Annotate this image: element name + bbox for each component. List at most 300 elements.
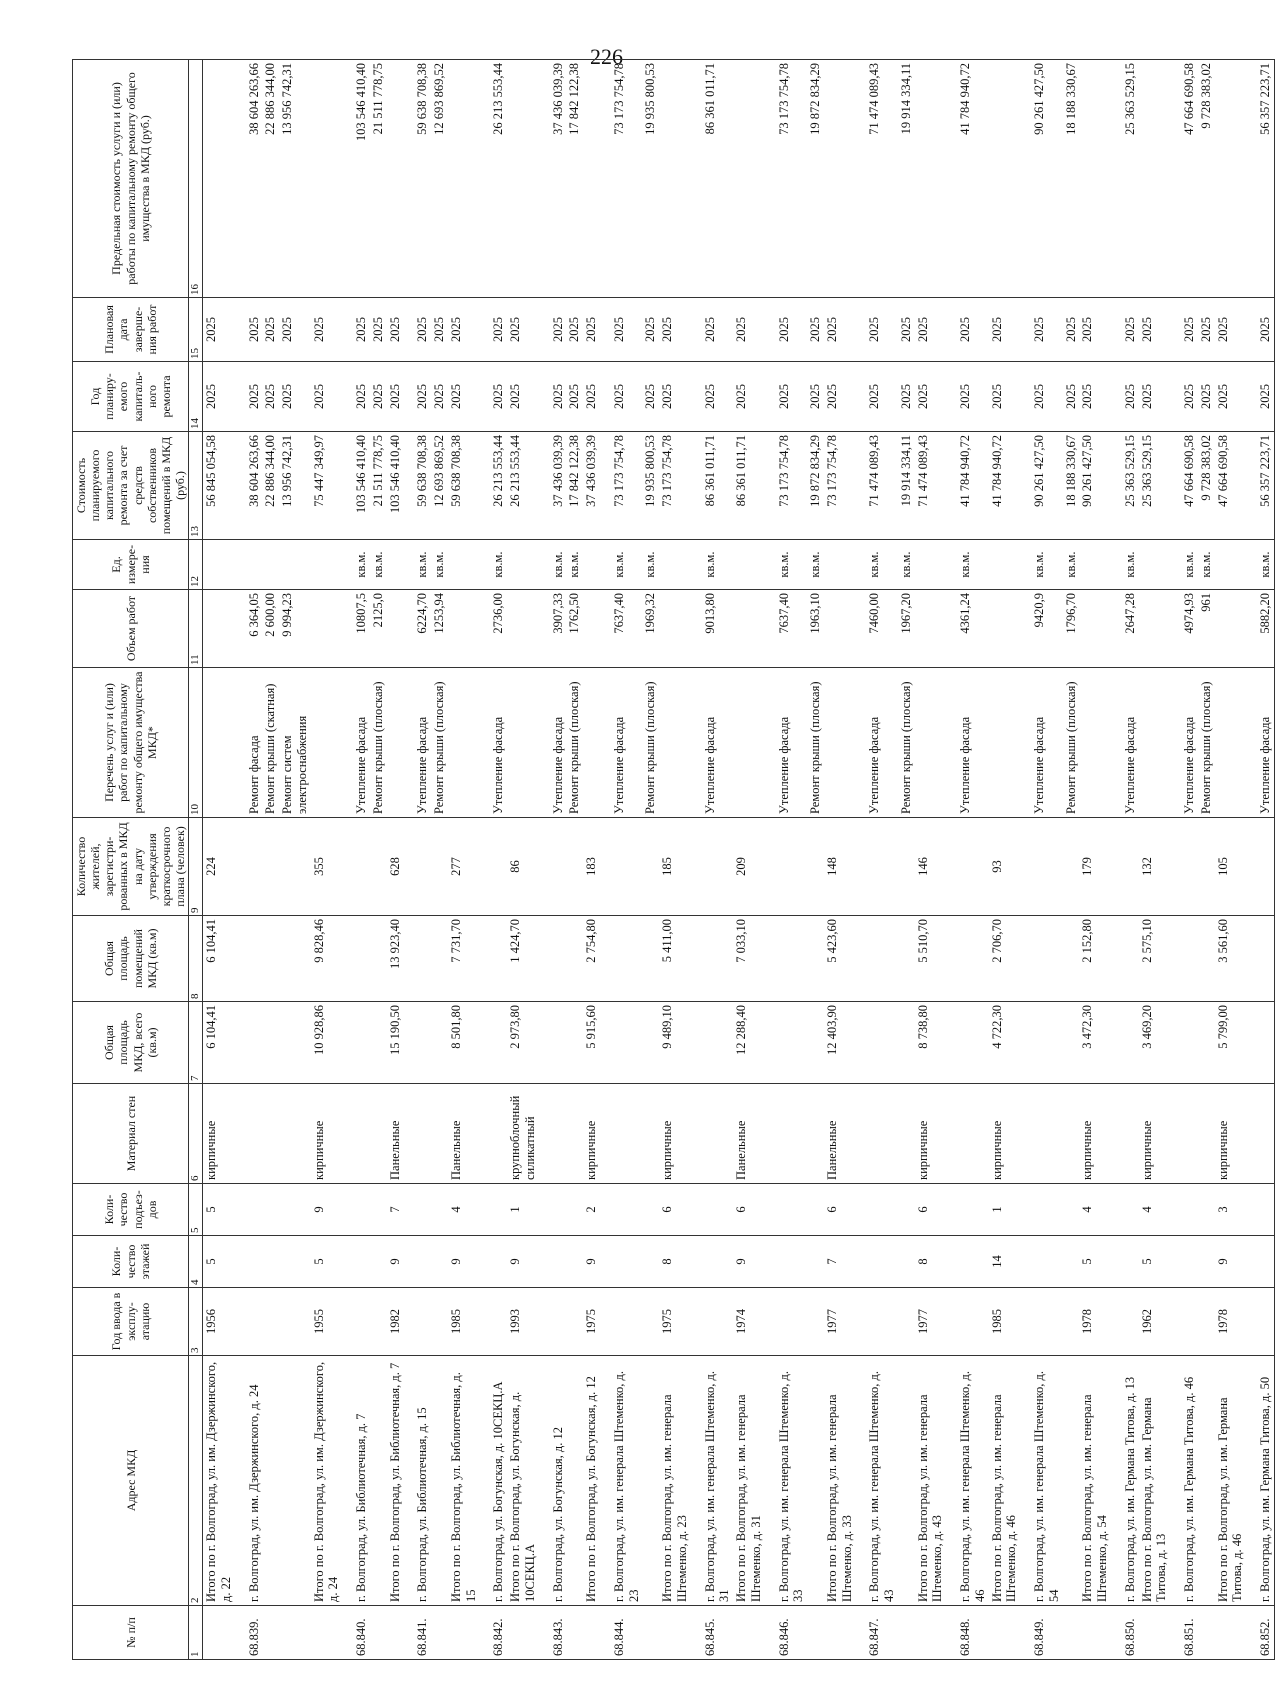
table-cell-col16: [387, 60, 415, 298]
table-cell-col5: [807, 1184, 824, 1236]
column-number-3: 3: [189, 1288, 203, 1356]
table-cell-col7: [1122, 1002, 1139, 1084]
table-cell-col3: 1978: [1215, 1288, 1258, 1356]
table-cell-col12: [1079, 540, 1122, 590]
table-cell-col9: [1031, 818, 1063, 916]
table-cell-col13: 13 956 742,31: [279, 432, 311, 540]
table-cell-col3: 1985: [448, 1288, 491, 1356]
table-cell-col16: 25 363 529,15: [1122, 60, 1139, 298]
table-cell-col5: 3: [1215, 1184, 1258, 1236]
table-cell-col11: 2 600,00: [262, 590, 279, 668]
table-cell-col10: Ремонт систем электроснабжения: [279, 668, 311, 818]
table-cell-col13: 71 474 089,43: [866, 432, 898, 540]
table-cell-col7: 3 469,20: [1139, 1002, 1182, 1084]
table-cell-col5: 4: [448, 1184, 491, 1236]
table-cell-col7: 5 915,60: [583, 1002, 611, 1084]
table-cell-col7: 9 489,10: [659, 1002, 702, 1084]
table-cell-col1: [1079, 1606, 1122, 1660]
table-cell-col5: [370, 1184, 387, 1236]
table-cell-col1: [824, 1606, 867, 1660]
table-cell-col3: [1181, 1288, 1198, 1356]
table-cell-col7: [262, 1002, 279, 1084]
table-cell-col10: Ремонт фасада: [246, 668, 263, 818]
table-cell-col11: 1796,70: [1063, 590, 1080, 668]
table-cell-col1: [1198, 1606, 1215, 1660]
table-cell-col16: 19 872 834,29: [807, 60, 824, 298]
table-cell-col1: [1139, 1606, 1182, 1660]
table-cell-col9: [642, 818, 659, 916]
table-cell-col8: 7 731,70: [448, 916, 491, 1002]
table-cell-col1: [915, 1606, 958, 1660]
table-cell-col3: 1956: [203, 1288, 246, 1356]
table-cell-col12: кв.м.: [1031, 540, 1063, 590]
table-cell-col15: 2025: [611, 298, 643, 362]
table-cell-col4: [702, 1236, 734, 1288]
table-cell-col4: [1063, 1236, 1080, 1288]
table-cell-col5: [279, 1184, 311, 1236]
table-cell-col11: 3907,33: [550, 590, 567, 668]
table-cell-col11: 10807,5: [353, 590, 370, 668]
table-cell-col15: 2025: [279, 298, 311, 362]
table-cell-col6: [1031, 1084, 1063, 1184]
table-cell-col14: 2025: [1079, 362, 1122, 432]
table-cell-col9: 355: [311, 818, 354, 916]
table-cell-col10: Утепление фасада: [957, 668, 989, 818]
table-cell-col14: 2025: [279, 362, 311, 432]
table-cell-col1: 68.842.: [490, 1606, 507, 1660]
table-row: [915, 60, 958, 1660]
table-cell-col10: Ремонт крыши (плоская): [898, 668, 915, 818]
table-cell-col4: 9: [733, 1236, 776, 1288]
table-cell-col12: кв.м.: [1198, 540, 1215, 590]
table-cell-col13: 19 872 834,29: [807, 432, 824, 540]
table-cell-col9: [898, 818, 915, 916]
column-header-14: Год планиру-емого капиталь-ного ремонта: [73, 362, 189, 432]
table-cell-col1: 68.844.: [611, 1606, 643, 1660]
table-cell-col12: кв.м.: [611, 540, 643, 590]
table-cell-col3: [866, 1288, 898, 1356]
table-cell-col2: Итого по г. Волгоград, ул. им. Германа Титова, д. 46: [1215, 1356, 1258, 1606]
table-cell-col9: [807, 818, 824, 916]
table-cell-col5: [898, 1184, 915, 1236]
table-cell-col8: [866, 916, 898, 1002]
table-cell-col14: 2025: [1198, 362, 1215, 432]
table-row: [1063, 60, 1080, 1660]
table-cell-col6: кирпичные: [203, 1084, 246, 1184]
table-cell-col13: 71 474 089,43: [915, 432, 958, 540]
table-cell-col10: Утепление фасада: [866, 668, 898, 818]
table-cell-col3: 1993: [507, 1288, 550, 1356]
column-header-2: Адрес МКД: [73, 1356, 189, 1606]
table-cell-col2: [431, 1356, 448, 1606]
column-number-16: 16: [189, 60, 203, 298]
table-cell-col2: Итого по г. Волгоград, ул. им. Германа Титова, д. 13: [1139, 1356, 1182, 1606]
table-cell-col8: 5 423,60: [824, 916, 867, 1002]
table-cell-col14: 2025: [1063, 362, 1080, 432]
table-cell-col9: [611, 818, 643, 916]
table-cell-col14: 2025: [957, 362, 989, 432]
table-cell-col5: [246, 1184, 263, 1236]
table-cell-col1: 68.848.: [957, 1606, 989, 1660]
column-number-10: 10: [189, 668, 203, 818]
table-cell-col4: [898, 1236, 915, 1288]
table-cell-col7: 6 104,41: [203, 1002, 246, 1084]
table-cell-col13: 47 664 690,58: [1181, 432, 1198, 540]
table-cell-col16: 47 664 690,58: [1181, 60, 1198, 298]
table-cell-col6: [431, 1084, 448, 1184]
table-cell-col1: [311, 1606, 354, 1660]
table-cell-col14: 2025: [566, 362, 583, 432]
table-cell-col11: 7637,40: [776, 590, 808, 668]
table-cell-col10: [311, 668, 354, 818]
table-cell-col16: [1215, 60, 1258, 298]
table-cell-col8: [353, 916, 370, 1002]
column-number-4: 4: [189, 1236, 203, 1288]
table-cell-col9: [431, 818, 448, 916]
table-cell-col14: 2025: [733, 362, 776, 432]
table-cell-col16: [824, 60, 867, 298]
table-cell-col13: 21 511 778,75: [370, 432, 387, 540]
table-cell-col2: г. Волгоград, ул. Богунская, д. 12: [550, 1356, 567, 1606]
table-cell-col8: [1198, 916, 1215, 1002]
table-cell-col1: 68.847.: [866, 1606, 898, 1660]
table-cell-col7: [1181, 1002, 1198, 1084]
table-cell-col6: [279, 1084, 311, 1184]
table-cell-col9: [550, 818, 567, 916]
table-cell-col12: кв.м.: [566, 540, 583, 590]
table-cell-col7: 3 472,30: [1079, 1002, 1122, 1084]
table-cell-col10: Утепление фасада: [1181, 668, 1198, 818]
table-cell-col13: 90 261 427,50: [1079, 432, 1122, 540]
table-cell-col3: [957, 1288, 989, 1356]
table-cell-col3: [566, 1288, 583, 1356]
table-cell-col6: [566, 1084, 583, 1184]
table-cell-col4: 5: [203, 1236, 246, 1288]
table-row: [507, 60, 550, 1660]
table-row: [1215, 60, 1258, 1660]
table-cell-col9: 628: [387, 818, 415, 916]
table-cell-col9: 277: [448, 818, 491, 916]
column-header-12: Ед. измере-ния: [73, 540, 189, 590]
table-cell-col6: Панельные: [448, 1084, 491, 1184]
table-cell-col8: 7 033,10: [733, 916, 776, 1002]
table-cell-col11: [387, 590, 415, 668]
table-cell-col6: [550, 1084, 567, 1184]
table-cell-col15: 2025: [1257, 298, 1274, 362]
table-cell-col13: 73 173 754,78: [659, 432, 702, 540]
table-row: [490, 60, 507, 1660]
table-cell-col4: [642, 1236, 659, 1288]
table-cell-col15: 2025: [353, 298, 370, 362]
table-cell-col5: [431, 1184, 448, 1236]
table-cell-col13: 75 447 349,97: [311, 432, 354, 540]
table-cell-col6: [1063, 1084, 1080, 1184]
table-cell-col6: [898, 1084, 915, 1184]
table-cell-col10: Утепление фасада: [1031, 668, 1063, 818]
table-cell-col8: [262, 916, 279, 1002]
table-cell-col8: 2 152,80: [1079, 916, 1122, 1002]
table-cell-col9: [702, 818, 734, 916]
table-cell-col1: 68.846.: [776, 1606, 808, 1660]
table-cell-col8: [490, 916, 507, 1002]
table-cell-col12: [733, 540, 776, 590]
table-cell-col8: [1031, 916, 1063, 1002]
table-cell-col7: 8 738,80: [915, 1002, 958, 1084]
table-cell-col11: 2736,00: [490, 590, 507, 668]
table-cell-col14: 2025: [353, 362, 370, 432]
table-cell-col2: г. Волгоград, ул. им. генерала Штеменко, д. 31: [702, 1356, 734, 1606]
table-cell-col11: [824, 590, 867, 668]
table-cell-col7: [1257, 1002, 1274, 1084]
table-cell-col15: 2025: [490, 298, 507, 362]
table-cell-col13: 18 188 330,67: [1063, 432, 1080, 540]
table-row: [824, 60, 867, 1660]
table-row: [566, 60, 583, 1660]
table-cell-col10: [915, 668, 958, 818]
table-cell-col4: [1181, 1236, 1198, 1288]
table-cell-col8: [431, 916, 448, 1002]
table-cell-col9: [279, 818, 311, 916]
table-cell-col10: [448, 668, 491, 818]
table-cell-col11: 9013,80: [702, 590, 734, 668]
table-cell-col12: [279, 540, 311, 590]
table-cell-col16: 26 213 553,44: [490, 60, 507, 298]
table-cell-col10: [1139, 668, 1182, 818]
column-header-6: Материал стен: [73, 1084, 189, 1184]
column-number-5: 5: [189, 1184, 203, 1236]
table-cell-col8: 2 706,70: [989, 916, 1032, 1002]
table-cell-col15: 2025: [414, 298, 431, 362]
table-cell-col16: [1139, 60, 1182, 298]
table-cell-col13: 38 604 263,66: [246, 432, 263, 540]
table-cell-col16: [311, 60, 354, 298]
table-cell-col4: [611, 1236, 643, 1288]
table-cell-col1: 68.840.: [353, 1606, 370, 1660]
table-cell-col4: [550, 1236, 567, 1288]
table-cell-col3: [353, 1288, 370, 1356]
table-cell-col13: 19 914 334,11: [898, 432, 915, 540]
table-cell-col12: кв.м.: [431, 540, 448, 590]
table-cell-col15: 2025: [1139, 298, 1182, 362]
table-cell-col11: 2647,28: [1122, 590, 1139, 668]
table-cell-col12: [203, 540, 246, 590]
table-cell-col2: Итого по г. Волгоград, ул. Библиотечная, д. 15: [448, 1356, 491, 1606]
table-cell-col1: [733, 1606, 776, 1660]
table-cell-col15: 2025: [824, 298, 867, 362]
table-cell-col14: 2025: [262, 362, 279, 432]
table-cell-col12: [583, 540, 611, 590]
table-cell-col2: г. Волгоград, ул. им. Германа Титова, д. 50: [1257, 1356, 1274, 1606]
table-cell-col9: [1063, 818, 1080, 916]
table-cell-col11: 7460,00: [866, 590, 898, 668]
table-cell-col10: [733, 668, 776, 818]
table-cell-col13: 25 363 529,15: [1122, 432, 1139, 540]
table-cell-col9: 132: [1139, 818, 1182, 916]
table-row: [1079, 60, 1122, 1660]
table-cell-col9: 148: [824, 818, 867, 916]
table-cell-col12: кв.м.: [1122, 540, 1139, 590]
table-cell-col15: 2025: [507, 298, 550, 362]
table-cell-col1: [1215, 1606, 1258, 1660]
table-cell-col15: 2025: [1079, 298, 1122, 362]
table-row: [311, 60, 354, 1660]
table-cell-col2: [898, 1356, 915, 1606]
table-cell-col1: 68.849.: [1031, 1606, 1063, 1660]
table-cell-col2: [807, 1356, 824, 1606]
table-cell-col11: 9420,9: [1031, 590, 1063, 668]
table-cell-col12: кв.м.: [490, 540, 507, 590]
table-cell-col16: [1079, 60, 1122, 298]
table-cell-col1: [370, 1606, 387, 1660]
table-cell-col11: 1967,20: [898, 590, 915, 668]
table-cell-col7: 12 288,40: [733, 1002, 776, 1084]
column-header-9: Количество жителей, зарегистри-рованных в МКД на дату утверждения краткосрочного плана (человек): [73, 818, 189, 916]
table-cell-col6: Панельные: [733, 1084, 776, 1184]
table-cell-col12: [262, 540, 279, 590]
table-cell-col16: 73 173 754,78: [611, 60, 643, 298]
table-row: [583, 60, 611, 1660]
table-cell-col14: 2025: [246, 362, 263, 432]
table-cell-col6: кирпичные: [1079, 1084, 1122, 1184]
table-cell-col4: 5: [1139, 1236, 1182, 1288]
table-cell-col9: 179: [1079, 818, 1122, 916]
column-header-13: Стоимость планируемого капитального ремонта за счет средств собственников помещений в МКД (руб.): [73, 432, 189, 540]
table-cell-col2: г. Волгоград, ул. Богунская, д. 10СЕКЦ.А: [490, 1356, 507, 1606]
table-cell-col8: [1122, 916, 1139, 1002]
table-row: [642, 60, 659, 1660]
table-cell-col6: [866, 1084, 898, 1184]
table-cell-col12: [387, 540, 415, 590]
table-cell-col2: г. Волгоград, ул. им. генерала Штеменко, д. 23: [611, 1356, 643, 1606]
table-cell-col15: 2025: [1063, 298, 1080, 362]
table-cell-col6: [807, 1084, 824, 1184]
table-cell-col15: 2025: [262, 298, 279, 362]
table-cell-col3: [490, 1288, 507, 1356]
table-cell-col2: г. Волгоград, ул. им. генерала Штеменко, д. 43: [866, 1356, 898, 1606]
column-header-15: Плановая дата заверше-ния работ: [73, 298, 189, 362]
table-cell-col10: Ремонт крыши (плоская): [1198, 668, 1215, 818]
table-cell-col15: 2025: [550, 298, 567, 362]
table-cell-col8: [370, 916, 387, 1002]
table-cell-col16: 86 361 011,71: [702, 60, 734, 298]
table-cell-col7: 4 722,30: [989, 1002, 1032, 1084]
table-cell-col10: [824, 668, 867, 818]
table-cell-col1: 68.850.: [1122, 1606, 1139, 1660]
table-cell-col15: 2025: [898, 298, 915, 362]
table-cell-col13: 47 664 690,58: [1215, 432, 1258, 540]
table-cell-col1: 68.843.: [550, 1606, 567, 1660]
table-cell-col8: 5 510,70: [915, 916, 958, 1002]
column-number-2: 2: [189, 1356, 203, 1606]
table-cell-col11: [659, 590, 702, 668]
table-cell-col3: 1974: [733, 1288, 776, 1356]
table-cell-col14: 2025: [311, 362, 354, 432]
table-cell-col2: г. Волгоград, ул. им. генерала Штеменко, д. 54: [1031, 1356, 1063, 1606]
table-cell-col10: [387, 668, 415, 818]
table-cell-col3: 1955: [311, 1288, 354, 1356]
table-cell-col14: 2025: [1031, 362, 1063, 432]
table-cell-col7: [1198, 1002, 1215, 1084]
table-cell-col8: 13 923,40: [387, 916, 415, 1002]
column-number-13: 13: [189, 432, 203, 540]
column-number-14: 14: [189, 362, 203, 432]
table-cell-col2: Итого по г. Волгоград, ул. им. генерала Штеменко, д. 46: [989, 1356, 1032, 1606]
table-cell-col13: 22 886 344,00: [262, 432, 279, 540]
table-cell-col3: [642, 1288, 659, 1356]
table-cell-col3: [370, 1288, 387, 1356]
table-cell-col12: кв.м.: [1181, 540, 1198, 590]
column-number-7: 7: [189, 1002, 203, 1084]
table-cell-col4: 9: [448, 1236, 491, 1288]
table-cell-col15: 2025: [566, 298, 583, 362]
table-cell-col5: [1198, 1184, 1215, 1236]
table-cell-col11: [1215, 590, 1258, 668]
table-cell-col14: 2025: [824, 362, 867, 432]
table-cell-col11: [1079, 590, 1122, 668]
table-cell-col12: [507, 540, 550, 590]
table-cell-col10: Утепление фасада: [1257, 668, 1274, 818]
table-cell-col1: [279, 1606, 311, 1660]
table-cell-col16: [583, 60, 611, 298]
table-cell-col14: 2025: [807, 362, 824, 432]
table-cell-col14: 2025: [776, 362, 808, 432]
table-row: [866, 60, 898, 1660]
table-cell-col9: [370, 818, 387, 916]
table-cell-col3: 1982: [387, 1288, 415, 1356]
table-cell-col2: г. Волгоград, ул. им. генерала Штеменко, д. 46: [957, 1356, 989, 1606]
table-cell-col15: 2025: [957, 298, 989, 362]
table-cell-col10: Ремонт крыши (плоская): [807, 668, 824, 818]
table-cell-col11: [203, 590, 246, 668]
table-cell-col14: 2025: [1122, 362, 1139, 432]
table-cell-col6: [353, 1084, 370, 1184]
table-cell-col4: 9: [387, 1236, 415, 1288]
table-cell-col10: Ремонт крыши (плоская): [1063, 668, 1080, 818]
table-cell-col5: [642, 1184, 659, 1236]
table-cell-col11: [583, 590, 611, 668]
column-header-7: Общая площадь МКД, всего (кв.м): [73, 1002, 189, 1084]
table-cell-col3: [1031, 1288, 1063, 1356]
table-cell-col5: 4: [1079, 1184, 1122, 1236]
table-cell-col8: [642, 916, 659, 1002]
table-cell-col13: 26 213 553,44: [490, 432, 507, 540]
table-cell-col4: [279, 1236, 311, 1288]
table-cell-col13: 90 261 427,50: [1031, 432, 1063, 540]
table-cell-col16: 18 188 330,67: [1063, 60, 1080, 298]
table-cell-col13: 86 361 011,71: [702, 432, 734, 540]
table-cell-col4: [353, 1236, 370, 1288]
table-cell-col4: [414, 1236, 431, 1288]
table-cell-col1: [989, 1606, 1032, 1660]
table-cell-col7: 5 799,00: [1215, 1002, 1258, 1084]
table-cell-col2: Итого по г. Волгоград, ул. Библиотечная, д. 7: [387, 1356, 415, 1606]
table-cell-col1: [566, 1606, 583, 1660]
table-cell-col6: [490, 1084, 507, 1184]
table-cell-col7: [957, 1002, 989, 1084]
table-cell-col9: [566, 818, 583, 916]
table-cell-col16: 73 173 754,78: [776, 60, 808, 298]
table-cell-col2: [262, 1356, 279, 1606]
table-cell-col8: [279, 916, 311, 1002]
table-row: [431, 60, 448, 1660]
table-cell-col14: 2025: [370, 362, 387, 432]
table-cell-col7: [431, 1002, 448, 1084]
table-cell-col6: [957, 1084, 989, 1184]
table-row: [659, 60, 702, 1660]
table-cell-col10: Утепление фасада: [490, 668, 507, 818]
table-cell-col14: 2025: [583, 362, 611, 432]
table-cell-col14: 2025: [611, 362, 643, 432]
